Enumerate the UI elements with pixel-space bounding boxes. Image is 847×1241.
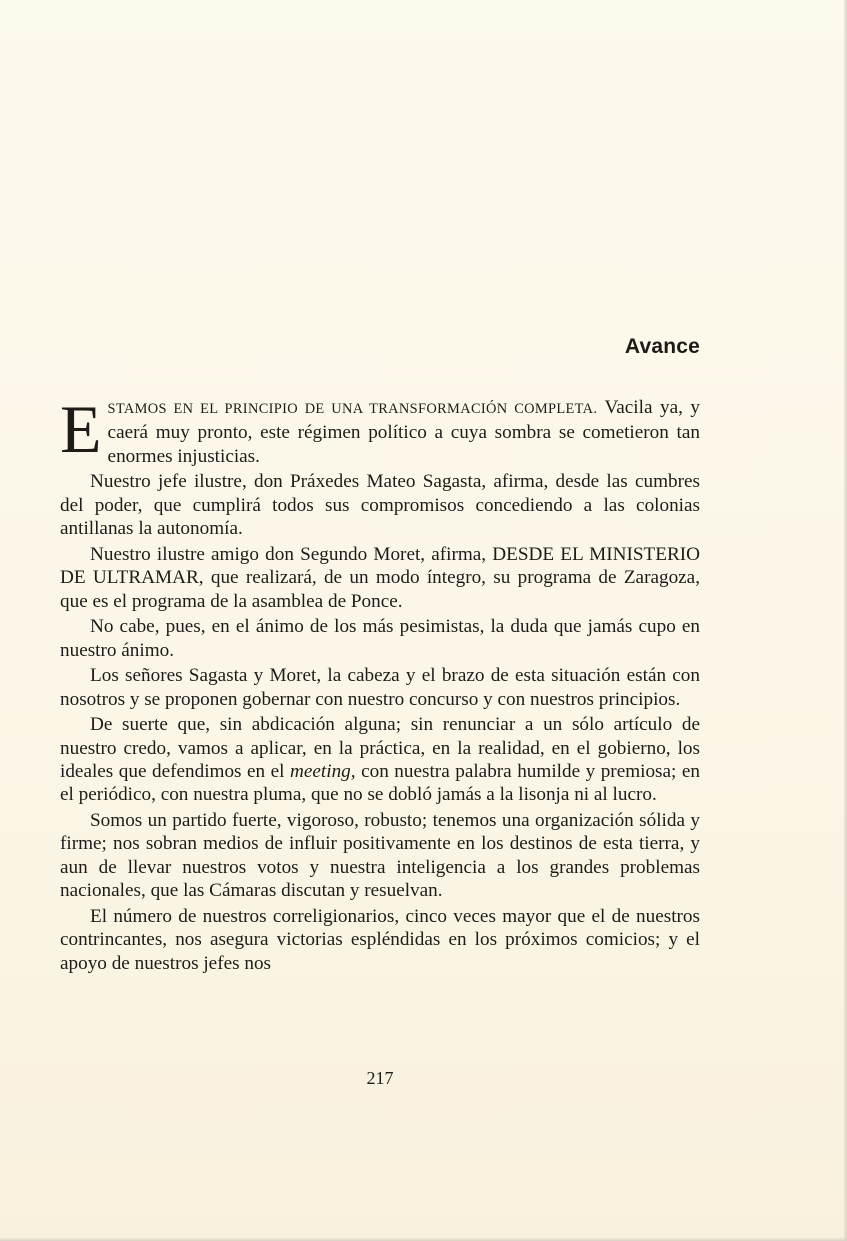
paragraph-5: Los señores Sagasta y Moret, la cabeza y el brazo de esta situación están con nosotros y se proponen gobernar con nuestro concurso y con nuestros principios. bbox=[60, 665, 700, 710]
opening-small-caps: STAMOS EN EL PRINCIPIO DE UNA TRANSFORMACIÓN COMPLETA. bbox=[107, 401, 598, 417]
paragraph-1 bbox=[60, 391, 700, 468]
paragraph-6-text-after: con nuestra palabra humilde y premiosa; en el periódico, con nuestra pluma, que no se dobló jamás a la lisonja ni al lucro. bbox=[60, 761, 700, 806]
paragraph-2: Nuestro jefe ilustre, don Práxedes Mateo Sagasta, afirma, desde las cumbres del poder, que cumplirá todos sus compromisos concediendo a las colonias antillanas la autonomía. bbox=[60, 471, 700, 540]
drop-cap: E bbox=[60, 391, 102, 467]
body-text bbox=[60, 391, 700, 975]
italic-word: meeting, bbox=[290, 761, 356, 783]
paragraph-7: Somos un partido fuerte, vigoroso, robusto; tenemos una organización sólida y firme; nos sobran medios de influir positivamente en los destinos de esta tierra, y aun de llevar nuestros votos y nuestra inteligencia a los grandes problemas nacionales, que las Cámaras discutan y resuelvan. bbox=[60, 810, 700, 902]
paragraph-6 bbox=[60, 713, 700, 807]
page-bottom-shadow bbox=[0, 1237, 847, 1241]
page-number: 217 bbox=[366, 1068, 394, 1088]
paragraph-8: El número de nuestros correligionarios, cinco veces mayor que el de nuestros contrincantes, nos asegura victorias espléndidas en los próximos comicios; y el apoyo de nuestros jefes nos bbox=[60, 905, 700, 974]
paragraph-4: No cabe, pues, en el ánimo de los más pesimistas, la duda que jamás cupo en nuestro ánimo. bbox=[60, 616, 700, 661]
page-edge-shadow bbox=[843, 0, 847, 1241]
paragraph-6-text-before: De suerte que, sin abdicación alguna; sin renunciar a un sólo artículo de nuestro credo, vamos a aplicar, en la práctica, en la realidad, en el gobierno, los ideales que defendimos en el bbox=[60, 714, 700, 783]
chapter-title: Avance bbox=[624, 335, 700, 358]
paragraph-3: Nuestro ilustre amigo don Segundo Moret, afirma, DESDE EL MINISTERIO DE ULTRAMAR, que realizará, de un modo íntegro, su programa de Zaragoza, que es el programa de la asamblea de Ponce. bbox=[60, 543, 700, 612]
paragraph-1-text: Vacila ya, y caerá muy pronto, este régimen político a cuya sombra se cometieron tan enormes injusticias. bbox=[107, 397, 700, 467]
